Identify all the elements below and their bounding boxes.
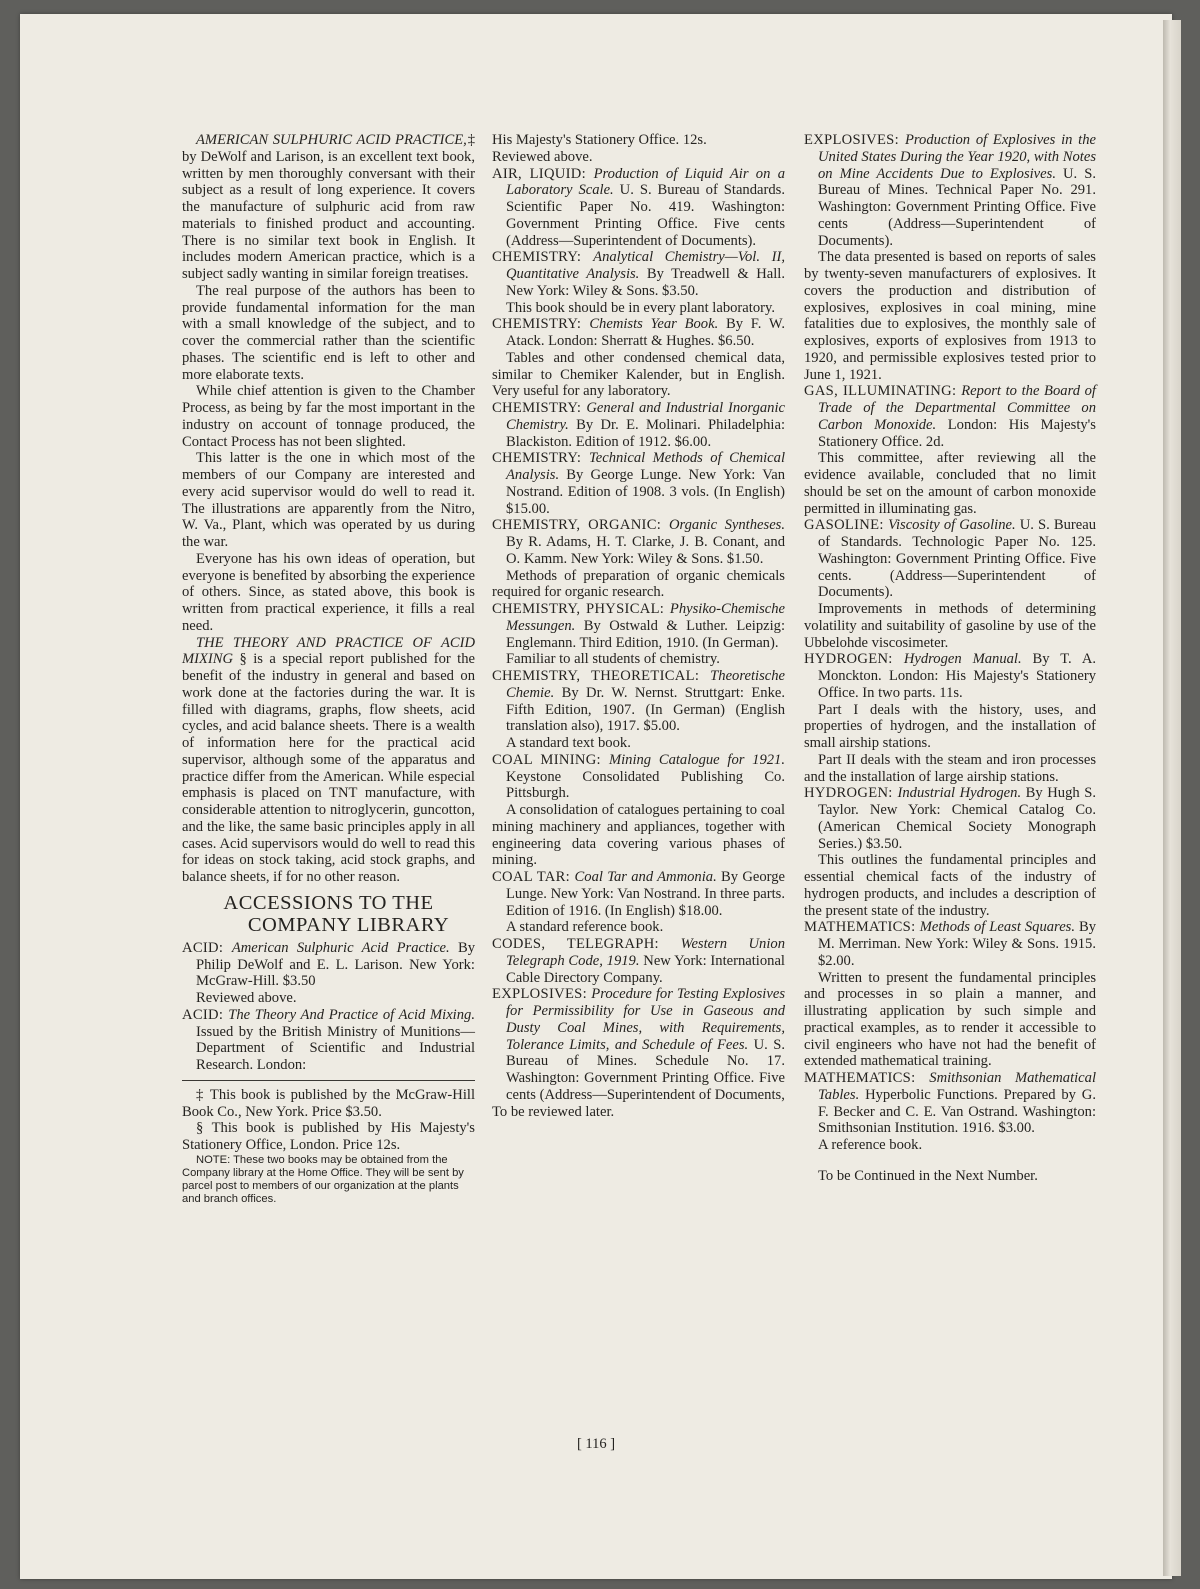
entry-note: A standard text book. xyxy=(506,735,631,751)
footnote: § This book is published by His Majesty's Stationery Office, London. Price 12s. xyxy=(182,1120,475,1153)
library-entry: MATHEMATICS: Methods of Least Squares. By M. Merriman. New York: Wiley & Sons. 1915. $2.00. xyxy=(804,919,1097,969)
library-note: NOTE: These two books may be obtained from the Company library at the Home Office. They will be sent by parcel post to members of our organization at the plants and branch offices. xyxy=(182,1153,464,1205)
review-paragraph: AMERICAN SULPHURIC ACID PRACTICE,‡ by DeWolf and Larison, is an excellent text book, written by men thoroughly conversant with their subject as a result of long experience. It covers the manufacture of sulphuric acid from raw materials to finished product and accounting. There is no similar text book in English. It includes modern American practice, which is a subject sadly wanting in similar foreign treatises. xyxy=(182,132,475,282)
review-title: THE THEORY AND PRACTICE OF ACID MIXING xyxy=(182,634,475,668)
entry-note: Written to present the fundamental principles and processes in so plain a manner, and illustrating application by such simple and practical examples, as to render it accessible to civil engineers who have not had the benefit of extended mathematical training. xyxy=(804,969,1096,1070)
entry-note: This outlines the fundamental principles and essential chemical facts of the industry of hydrogen products, and includes a description of the present state of the industry. xyxy=(804,852,1096,919)
page-number: [ 116 ] xyxy=(576,1436,616,1452)
library-entry: CHEMISTRY, ORGANIC: Organic Syntheses. By R. Adams, H. T. Clarke, J. B. Conant, and O. Kamm. New York: Wiley & Sons. $1.50. xyxy=(492,517,785,567)
library-entry: GASOLINE: Viscosity of Gasoline. U. S. Bureau of Standards. Technologic Paper No. 125. Washington: Government Printing Office. Five cents. (Address—Superintendent of Documents). xyxy=(804,517,1097,601)
entry-note: Part II deals with the steam and iron processes and the installation of large airship stations. xyxy=(804,751,1096,785)
entry-note: Tables and other condensed chemical data, similar to Chemiker Kalender, but in English. Very useful for any laboratory. xyxy=(492,349,785,400)
entry-note: The data presented is based on reports of sales by twenty-seven manufacturers of explosives. It covers the production and distribution of explosives, explosives in coal mining, mine fatalities due to explosives, the monthly sale of explosives, exports of explosives from 1913 to 1920, and permissible explosives tested prior to June 1, 1921. xyxy=(804,249,1096,383)
entry-note: Reviewed above. xyxy=(492,148,593,165)
review-paragraph: This latter is the one in which most of the members of our Company are interested and every acid supervisor would do well to read it. The illustrations are apparently from the Nitro, W. Va., Plant, which was operated by us during the war. xyxy=(182,450,475,550)
document-page xyxy=(20,14,1172,1579)
column-1 xyxy=(182,132,475,1206)
entry-note: To be reviewed later. xyxy=(492,1103,615,1120)
entry-note: A consolidation of catalogues pertaining to coal mining machinery and appliances, together with engineering data covering various phases of mining. xyxy=(492,802,785,869)
library-entry: EXPLOSIVES: Production of Explosives in the United States During the Year 1920, with Notes on Mine Accidents Due to Explosives. U. S. Bureau of Mines. Technical Paper No. 291. Washington: Government Printing Office. Five cents (Address—Superintendent of Documents). xyxy=(804,132,1096,249)
library-entry: MATHEMATICS: Smithsonian Mathematical Tables. Hyperbolic Functions. Prepared by G. F. Becker and C. E. Van Ostrand. Washington: Smithsonian Institution. 1916. $3.00. xyxy=(804,1070,1097,1137)
footnote: ‡ This book is published by the McGraw-Hill Book Co., New York. Price $3.50. xyxy=(182,1086,475,1120)
library-entry: GAS, ILLUMINATING: Report to the Board of Trade of the Departmental Committee on Carbon Monoxide. London: His Majesty's Stationery Office. 2d. xyxy=(804,383,1096,450)
entry-note: Part I deals with the history, uses, and properties of hydrogen, and the installation of small airship stations. xyxy=(804,701,1096,751)
library-entry: CHEMISTRY: General and Industrial Inorganic Chemistry. By Dr. E. Molinari. Philadelphia: Blackiston. Edition of 1912. $6.00. xyxy=(492,400,785,450)
footnote-divider xyxy=(182,1080,475,1081)
library-entry: AIR, LIQUID: Production of Liquid Air on a Laboratory Scale. U. S. Bureau of Standards. Scientific Paper No. 419. Washington: Government Printing Office. Five cents (Address—Superintendent of Documents). xyxy=(492,165,785,249)
review-paragraph: While chief attention is given to the Chamber Process, as being by far the most important in the industry on account of tonnage produced, the Contact Process has not been slighted. xyxy=(182,383,475,450)
library-entry: CHEMISTRY: Analytical Chemistry—Vol. II, Quantitative Analysis. By Treadwell & Hall. New York: Wiley & Sons. $3.50. xyxy=(492,249,785,299)
entry-note: A reference book. xyxy=(818,1137,923,1153)
entry-note: Improvements in methods of determining volatility and suitability of gasoline by use of the Ubbelohde viscosimeter. xyxy=(804,601,1096,651)
library-entry: CODES, TELEGRAPH: Western Union Telegraph Code, 1919. New York: International Cable Directory Company. xyxy=(492,936,785,986)
review-paragraph: THE THEORY AND PRACTICE OF ACID MIXING § is a special report published for the benefit of the industry in general and based on work done at the factories during the war. It is filled with diagrams, graphs, flow sheets, acid cycles, and acid balance sheets. There is a wealth of information here for the practical acid supervisor, although some of the apparatus and practice differ from the American. While especial emphasis is placed on TNT manufacture, with considerable attention to nitroglycerin, guncotton, and the like, the same basic principles apply in all cases. Acid supervisors would do well to read this for ideas on stock taking, acid stock graphs, and balance sheets, if for no other reason. xyxy=(182,634,475,885)
library-entry: HYDROGEN: Industrial Hydrogen. By Hugh S. Taylor. New York: Chemical Catalog Co. (American Chemical Society Monograph Series.) $3.50. xyxy=(804,785,1097,852)
library-entry: HYDROGEN: Hydrogen Manual. By T. A. Monckton. London: His Majesty's Stationery Office. In two parts. 11s. xyxy=(804,651,1097,701)
review-title: AMERICAN SULPHURIC ACID PRACTICE, xyxy=(196,132,467,148)
library-entry: CHEMISTRY, PHYSICAL: Physiko-Chemische Messungen. By Ostwald & Luther. Leipzig: Englemann. Third Edition, 1910. (In German). xyxy=(492,601,785,651)
library-entry: CHEMISTRY: Chemists Year Book. By F. W. Atack. London: Sherratt & Hughes. $6.50. xyxy=(492,316,785,349)
library-entry: ACID: The Theory And Practice of Acid Mixing. Issued by the British Ministry of Munitions—Department of Scientific and Industrial Research. London: xyxy=(182,1006,475,1073)
entry-note: A standard reference book. xyxy=(506,919,664,936)
entry-note: Familiar to all students of chemistry. xyxy=(506,651,720,668)
library-entry: ACID: American Sulphuric Acid Practice. By Philip DeWolf and E. L. Larison. New York: McGraw-Hill. $3.50 xyxy=(182,939,475,990)
library-entry: COAL TAR: Coal Tar and Ammonia. By George Lunge. New York: Van Nostrand. In three parts. Edition of 1916. (In English) $18.00. xyxy=(492,869,786,919)
library-entry: COAL MINING: Mining Catalogue for 1921. Keystone Consolidated Publishing Co. Pittsburgh. xyxy=(492,751,785,802)
next-page-edge xyxy=(1163,20,1181,1576)
entry-note: Methods of preparation of organic chemicals required for organic research. xyxy=(492,567,785,601)
entry-note: This committee, after reviewing all the evidence available, concluded that no limit should be set on the amount of carbon monoxide permitted in illuminating gas. xyxy=(804,450,1096,517)
column-2 xyxy=(492,132,785,1120)
review-paragraph: Everyone has his own ideas of operation, but everyone is benefited by absorbing the experience of others. Since, as stated above, this book is written from practical experience, it fills a real need. xyxy=(182,550,475,634)
library-entry: EXPLOSIVES: Procedure for Testing Explosives for Permissibility for Use in Gaseous and Dusty Coal Mines, with Requirements, Tolerance Limits, and Schedule of Fees. U. S. Bureau of Mines. Schedule No. 17. Washington: Government Printing Office. Five cents (Address—Superintendent of Documents, xyxy=(492,986,785,1103)
column-3 xyxy=(804,132,1096,1185)
entry-note: Reviewed above. xyxy=(196,990,297,1006)
continued-note: To be Continued in the Next Number. xyxy=(818,1167,1038,1184)
review-paragraph: The real purpose of the authors has been to provide fundamental information for the man with a small knowledge of the subject, and to cover the commercial rather than the scientific phases. The scientific end is left to other and more elaborate texts. xyxy=(182,282,475,383)
entry-note: This book should be in every plant laboratory. xyxy=(506,299,775,316)
library-entry: CHEMISTRY: Technical Methods of Chemical Analysis. By George Lunge. New York: Van Nostrand. Edition of 1908. 3 vols. (In English) $15.00. xyxy=(492,450,785,517)
section-heading: ACCESSIONS TO THE COMPANY LIBRARY xyxy=(223,891,450,936)
library-entry: CHEMISTRY, THEORETICAL: Theoretische Chemie. By Dr. W. Nernst. Struttgart: Enke. Fifth Edition, 1907. (In German) (English translation also), 1917. $5.00. xyxy=(492,668,785,735)
library-entry: His Majesty's Stationery Office. 12s. xyxy=(492,132,707,148)
